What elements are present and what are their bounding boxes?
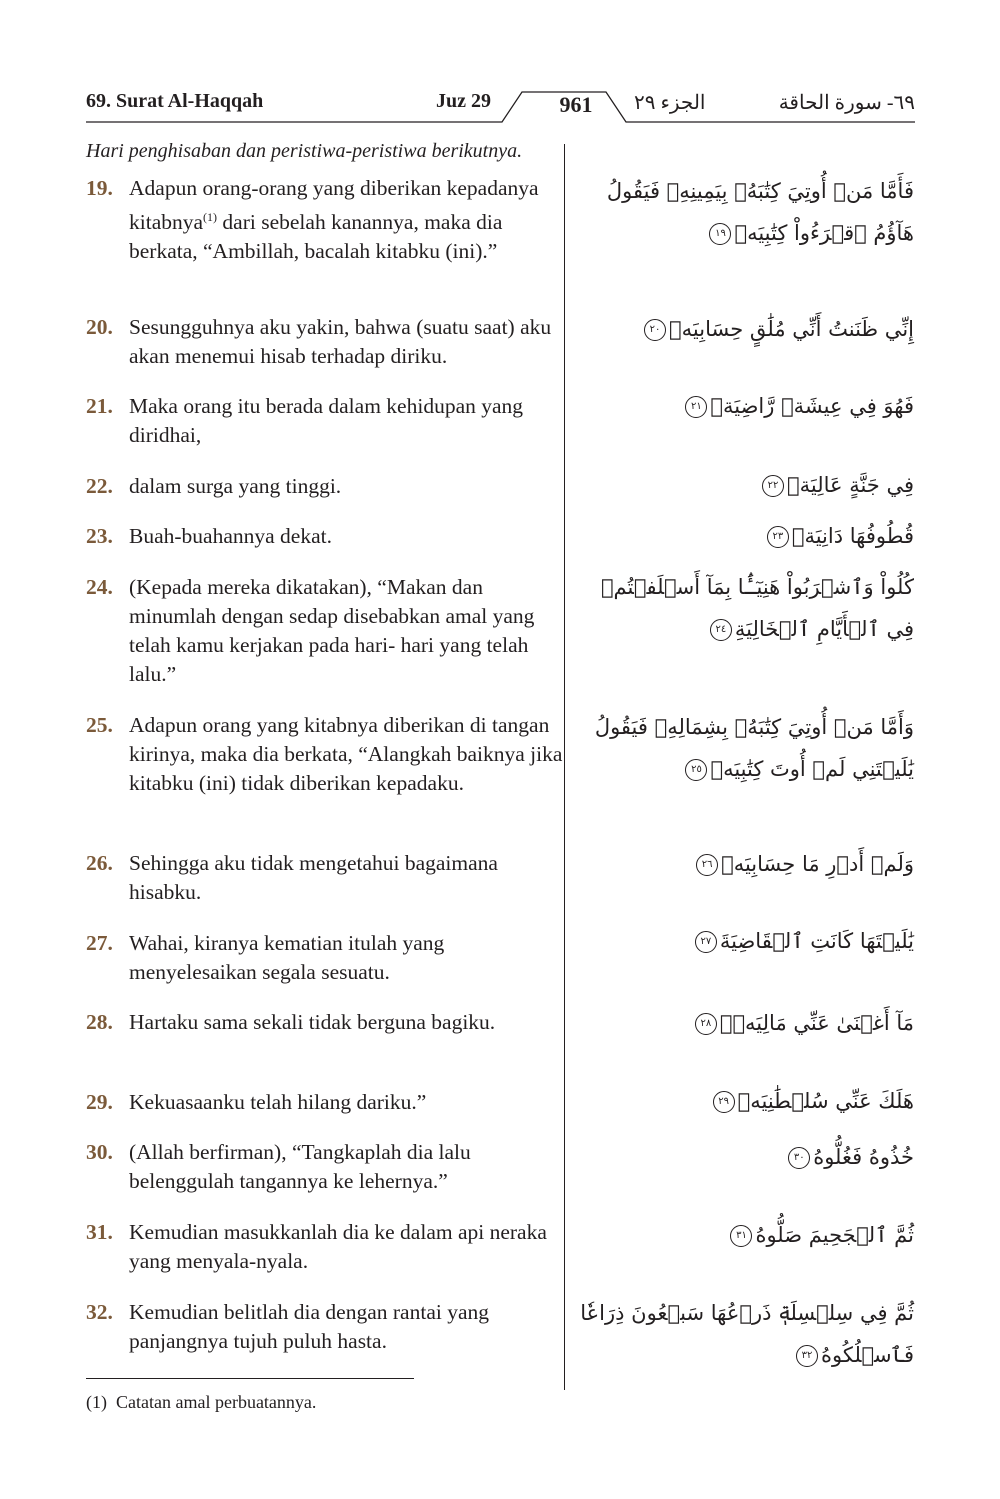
footnote (86, 1392, 316, 1413)
verse-translation (86, 1088, 566, 1117)
verse-arabic: فَأَمَّا مَنۡ أُوتِيَ كِتَٰبَهُۥ بِيَمِينِهِۦ فَيَقُولُ هَآؤُمُ ٱقۡرَءُواْ كِتَٰبِيَهۡ١٩ (606, 179, 914, 245)
verse-arabic: وَأَمَّا مَنۡ أُوتِيَ كِتَٰبَهُۥ بِشِمَالِهِۦ فَيَقُولُ يَٰلَيۡتَنِي لَمۡ أُوتَ كِتَٰبِيَهۡ٢٥ (594, 715, 914, 781)
verse-text: Sehingga aku tidak mengetahui bagaimana hisabku. (129, 851, 498, 904)
ayah-end-marker: ٢٩ (713, 1091, 735, 1113)
footnote-ref[interactable]: (1) (203, 210, 218, 224)
verse-number: 24. (86, 575, 113, 599)
verse-number: 27. (86, 931, 113, 955)
verse-arabic: قُطُوفُهَا دَانِيَةٞ٢٣ (584, 515, 914, 557)
verse-translation (86, 1218, 566, 1276)
verse-arabic: يَٰلَيۡتَهَا كَانَتِ ٱلۡقَاضِيَةَ٢٧ (584, 920, 914, 962)
footnote-marker: (1) (86, 1392, 107, 1412)
verse-arabic: إِنِّي ظَنَنتُ أَنِّي مُلَٰقٍ حِسَابِيَهۡ٢٠ (584, 308, 914, 350)
ayah-end-marker: ٢٠ (644, 319, 666, 341)
verse-translation (86, 711, 566, 798)
surah-title-arabic: ٦٩- سورة الحاقة (778, 92, 915, 114)
verse-number: 25. (86, 713, 113, 737)
verse-number: 31. (86, 1220, 113, 1244)
footnote-text: Catatan amal perbuatannya. (116, 1392, 317, 1412)
verse-text: Kekuasaanku telah hilang dariku.” (129, 1090, 427, 1114)
verse-arabic: ثُمَّ فِي سِلۡسِلَةٖ ذَرۡعُهَا سَبۡعُونَ ذِرَاعٗا فَٱسۡلُكُوهُ٣٢ (580, 1301, 914, 1367)
verse-text: Kemudian masukkanlah dia ke dalam api neraka yang menyala-nyala. (129, 1220, 547, 1273)
surah-title: 69. Surat Al-Haqqah (86, 90, 264, 112)
verse-text: (Allah berfirman), “Tangkaplah dia lalu belenggulah tangannya ke lehernya.” (129, 1140, 471, 1193)
verse-text: Kemudian belitlah dia dengan rantai yang panjangnya tujuh puluh hasta. (129, 1300, 489, 1353)
verse-number: 29. (86, 1090, 113, 1114)
verse-arabic: مَآ أَغۡنَىٰ عَنِّي مَالِيَهۡۜ٢٨ (584, 1002, 914, 1044)
verse-translation (86, 174, 566, 266)
verse-translation (86, 392, 566, 450)
ayah-end-marker: ٢٣ (767, 526, 789, 548)
ayah-end-marker: ٢٢ (762, 475, 784, 497)
verse-text: dalam surga yang tinggi. (129, 474, 342, 498)
verse-text: Adapun orang-orang yang diberikan kepadanya kitabnya$^{(1)}$ dari sebelah kanannya, maka dia berkata, “Ambillah, bacalah kitabku (ini).” (129, 176, 539, 264)
verse-translation (86, 313, 566, 371)
verse-arabic: ثُمَّ ٱلۡجَحِيمَ صَلُّوهُ٣١ (584, 1214, 914, 1256)
ayah-end-marker: ٣٢ (796, 1345, 818, 1367)
verse-arabic: فَهُوَ فِي عِيشَةٖ رَّاضِيَةٖ٢١ (584, 385, 914, 427)
verse-number: 30. (86, 1140, 113, 1164)
section-intro: Hari penghisaban dan peristiwa-peristiwa berikutnya. (86, 140, 523, 162)
verse-text: Hartaku sama sekali tidak berguna bagiku. (129, 1010, 496, 1034)
verse-text: Buah-buahannya dekat. (129, 524, 332, 548)
ayah-end-marker: ٣١ (730, 1225, 752, 1247)
verse-translation (86, 1138, 566, 1196)
verse-number: 23. (86, 524, 113, 548)
verse-text: Sesungguhnya aku yakin, bahwa (suatu saat) aku akan menemui hisab terhadap diriku. (129, 315, 552, 368)
page-number: 961 (559, 92, 593, 117)
verse-translation (86, 472, 566, 501)
verse-text: Wahai, kiranya kematian itulah yang menyelesaikan segala sesuatu. (129, 931, 445, 984)
ayah-end-marker: ١٩ (709, 223, 731, 245)
verse-number: 19. (86, 176, 113, 200)
verse-translation (86, 1298, 566, 1356)
footnote-rule (86, 1378, 414, 1379)
verse-number: 20. (86, 315, 113, 339)
ayah-end-marker: ٢٥ (685, 759, 707, 781)
page-header (86, 88, 915, 124)
verse-arabic: هَلَكَ عَنِّي سُلۡطَٰنِيَهۡ٢٩ (584, 1080, 914, 1122)
verse-text: Adapun orang yang kitabnya diberikan di tangan kirinya, maka dia berkata, “Alangkah baiknya jika kitabku (ini) tidak diberikan kepadaku. (129, 713, 563, 795)
verse-number: 28. (86, 1010, 113, 1034)
ayah-end-marker: ٢٨ (695, 1013, 717, 1035)
verse-arabic: كُلُواْ وَٱشۡرَبُواْ هَنِيٓـَٔۢا بِمَآ أَسۡلَفۡتُمۡ فِي ٱلۡأَيَّامِ ٱلۡخَالِيَةِ٢٤ (600, 575, 914, 641)
ayah-end-marker: ٢٧ (695, 931, 717, 953)
verse-translation (86, 849, 566, 907)
ayah-end-marker: ٣٠ (788, 1147, 810, 1169)
ayah-end-marker: ٢٤ (710, 619, 732, 641)
ayah-end-marker: ٢٦ (696, 854, 718, 876)
verse-number: 26. (86, 851, 113, 875)
verse-text: (Kepada mereka dikatakan), “Makan dan minumlah dengan sedap disebabkan amal yang telah kamu kerjakan pada hari- hari yang telah lalu.” (129, 575, 535, 686)
verse-number: 22. (86, 474, 113, 498)
verse-number: 32. (86, 1300, 113, 1324)
verse-arabic: خُذُوهُ فَغُلُّوهُ٣٠ (584, 1136, 914, 1178)
juz-label-arabic: الجزء ٢٩ (634, 92, 706, 114)
verse-translation (86, 929, 566, 987)
verse-translation (86, 1008, 566, 1037)
verse-translation (86, 522, 566, 551)
juz-label: Juz 29 (436, 90, 491, 112)
verse-arabic: فِي جَنَّةٍ عَالِيَةٖ٢٢ (584, 464, 914, 506)
verse-text: Maka orang itu berada dalam kehidupan yang diridhai, (129, 394, 524, 447)
verse-arabic: وَلَمۡ أَدۡرِ مَا حِسَابِيَهۡ٢٦ (584, 843, 914, 885)
verse-number: 21. (86, 394, 113, 418)
verse-translation (86, 573, 566, 689)
ayah-end-marker: ٢١ (685, 396, 707, 418)
